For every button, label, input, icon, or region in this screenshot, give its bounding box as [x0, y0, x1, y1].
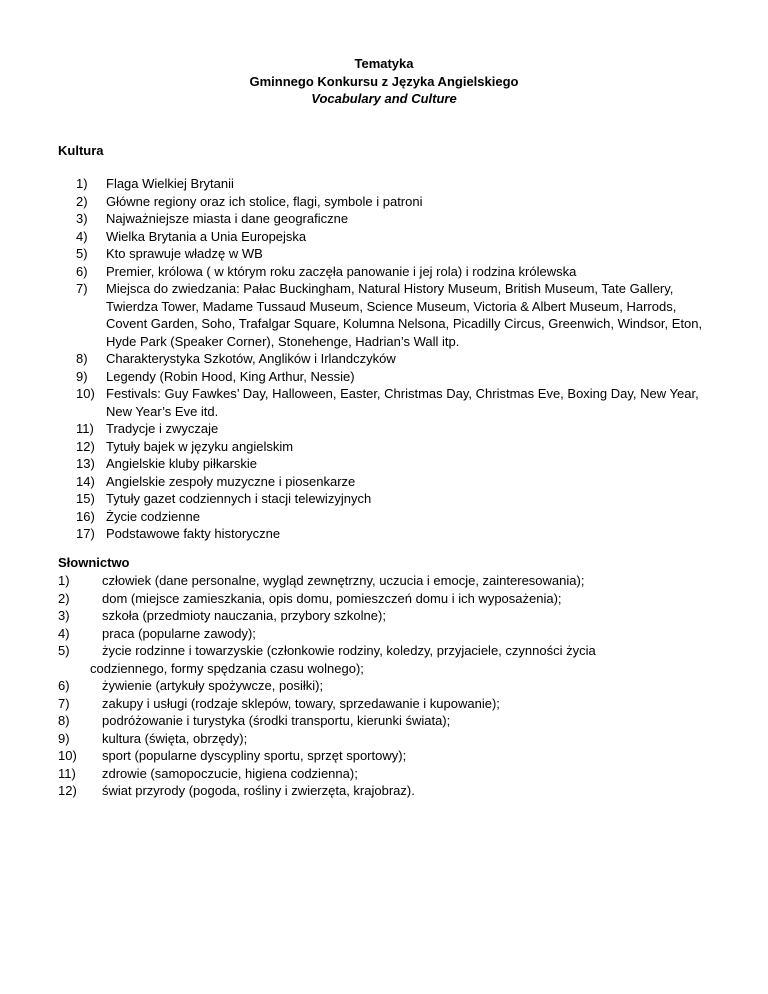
list-item-number: 1) — [58, 573, 70, 588]
list-item — [0, 280, 768, 350]
list-item-text: Podstawowe fakty historyczne — [106, 526, 281, 541]
list-item-text: Charakterystyka Szkotów, Anglików i Irlandczyków — [106, 351, 396, 366]
list-item-number: 9) — [58, 730, 70, 746]
list-item-text: świat przyrody (pogoda, rośliny i zwierzęta, krajobraz). — [102, 783, 415, 798]
list-item-text: Festivals: Guy Fawkes’ Day, Halloween, Easter, Christmas Day, Christmas Eve, Boxing Day, New Year, New Year’s Eve itd. — [106, 386, 699, 419]
list-item-text: Tradycje i zwyczaje — [106, 421, 219, 436]
list-item-text: Tytuły bajek w języku angielskim — [106, 438, 294, 454]
list-item-text: Wielka Brytania a Unia Europejska — [106, 228, 307, 244]
list-item — [0, 473, 768, 491]
list-item-number: 16) — [76, 508, 95, 524]
list-item — [0, 782, 768, 800]
list-item-number: 4) — [76, 228, 88, 244]
document-header — [0, 55, 768, 108]
list-item — [0, 695, 768, 713]
list-item-number: 3) — [76, 211, 88, 226]
list-item — [0, 625, 768, 643]
list-item-text: życie rodzinne i towarzyskie (członkowie rodziny, koledzy, przyjaciele, czynności życia — [102, 643, 596, 658]
section-title-slownictwo: Słownictwo — [58, 555, 130, 570]
list-item — [0, 765, 768, 783]
list-item-number: 8) — [76, 351, 88, 366]
list-item-text: Główne regiony oraz ich stolice, flagi, symbole i patroni — [106, 193, 423, 209]
list-item-text: zakupy i usługi (rodzaje sklepów, towary, sprzedawanie i kupowanie); — [102, 695, 500, 711]
list-item — [0, 350, 768, 368]
list-item-number: 11) — [58, 765, 76, 781]
list-item-text: Angielskie zespoły muzyczne i piosenkarze — [106, 473, 356, 489]
list-item-number: 1) — [76, 176, 88, 191]
list-item-number: 6) — [76, 263, 88, 279]
list-item-text: Życie codzienne — [106, 508, 200, 524]
list-item — [0, 525, 768, 543]
list-item — [0, 590, 768, 608]
list-item-text: Premier, królowa ( w którym roku zaczęła panowanie i jej rola) i rodzina królewska — [106, 263, 577, 279]
list-item — [0, 175, 768, 193]
list-item — [0, 438, 768, 456]
list-item-number: 2) — [76, 193, 88, 209]
list-item-text: żywienie (artykuły spożywcze, posiłki); — [102, 678, 324, 693]
list-item — [0, 747, 768, 765]
slownictwo-list — [0, 572, 768, 800]
list-item — [0, 193, 768, 211]
list-item — [0, 210, 768, 228]
list-item-number: 13) — [76, 456, 95, 471]
list-item-number: 12) — [58, 783, 77, 798]
list-item-number: 6) — [58, 678, 70, 693]
list-item-number: 10) — [76, 386, 95, 401]
list-item-text: Flaga Wielkiej Brytanii — [106, 176, 234, 191]
list-item-text: szkoła (przedmioty nauczania, przybory szkolne); — [102, 608, 386, 623]
list-item-number: 2) — [58, 590, 70, 606]
list-item-text: dom (miejsce zamieszkania, opis domu, pomieszczeń domu i ich wyposażenia); — [102, 590, 562, 606]
list-item-number: 4) — [58, 625, 70, 641]
list-item-number: 5) — [76, 246, 88, 261]
list-item-number: 10) — [58, 748, 77, 763]
list-item-number: 3) — [58, 608, 70, 623]
list-item-text: kultura (święta, obrzędy); — [102, 730, 248, 746]
list-item — [0, 368, 768, 386]
list-item — [0, 455, 768, 473]
list-item-number: 14) — [76, 473, 95, 489]
list-item — [0, 245, 768, 263]
list-item — [0, 263, 768, 281]
kultura-list — [0, 175, 768, 543]
list-item-text: Legendy (Robin Hood, King Arthur, Nessie) — [106, 368, 355, 384]
list-item-number: 9) — [76, 368, 88, 384]
header-title: Tematyka — [354, 56, 414, 71]
list-item-text: Angielskie kluby piłkarskie — [106, 456, 258, 471]
list-item-number: 8) — [58, 713, 70, 728]
list-item-number: 7) — [58, 695, 70, 711]
list-item — [0, 677, 768, 695]
list-item — [0, 490, 768, 508]
list-item-number: 17) — [76, 526, 95, 541]
list-item-text: człowiek (dane personalne, wygląd zewnętrzny, uczucia i emocje, zainteresowania); — [102, 573, 585, 588]
list-item — [0, 642, 768, 677]
list-item — [0, 228, 768, 246]
list-item — [0, 420, 768, 438]
list-item — [0, 508, 768, 526]
list-item — [0, 572, 768, 590]
list-item-text: Miejsca do zwiedzania: Pałac Buckingham, Natural History Museum, British Museum, Tate Gallery, Twierdza Tower, Madame Tussaud Museum, Science Museum, Victoria & Albert Museum, Harrods, Covent Garden, Soho, Trafalgar Square, Kolumna Nelsona, Picadilly Circus, Greenwich, Windsor, Eton, Hyde Park (Speaker Corner), Stonehenge, Hadrian’s Wall itp. — [106, 281, 703, 349]
list-item — [0, 607, 768, 625]
list-item — [0, 385, 768, 420]
list-item-number: 15) — [76, 491, 95, 506]
list-item-text: praca (popularne zawody); — [102, 625, 256, 641]
header-subtitle: Gminnego Konkursu z Języka Angielskiego — [249, 73, 519, 89]
header-subtitle-italic: Vocabulary and Culture — [311, 91, 457, 106]
list-item-text: podróżowanie i turystyka (środki transportu, kierunki świata); — [102, 713, 451, 728]
list-item — [0, 712, 768, 730]
section-title-kultura: Kultura — [58, 143, 104, 158]
list-item-number: 7) — [76, 281, 88, 296]
list-item — [0, 730, 768, 748]
list-item-continuation: codziennego, formy spędzania czasu wolnego); — [90, 660, 364, 676]
list-item-text: Najważniejsze miasta i dane geograficzne — [106, 211, 349, 226]
list-item-text: sport (popularne dyscypliny sportu, sprzęt sportowy); — [102, 748, 407, 763]
list-item-number: 5) — [58, 643, 70, 658]
list-item-number: 11) — [76, 421, 94, 436]
list-item-text: Kto sprawuje władzę w WB — [106, 246, 263, 261]
list-item-text: Tytuły gazet codziennych i stacji telewizyjnych — [106, 491, 372, 506]
list-item-text: zdrowie (samopoczucie, higiena codzienna); — [102, 765, 358, 781]
list-item-number: 12) — [76, 438, 95, 454]
